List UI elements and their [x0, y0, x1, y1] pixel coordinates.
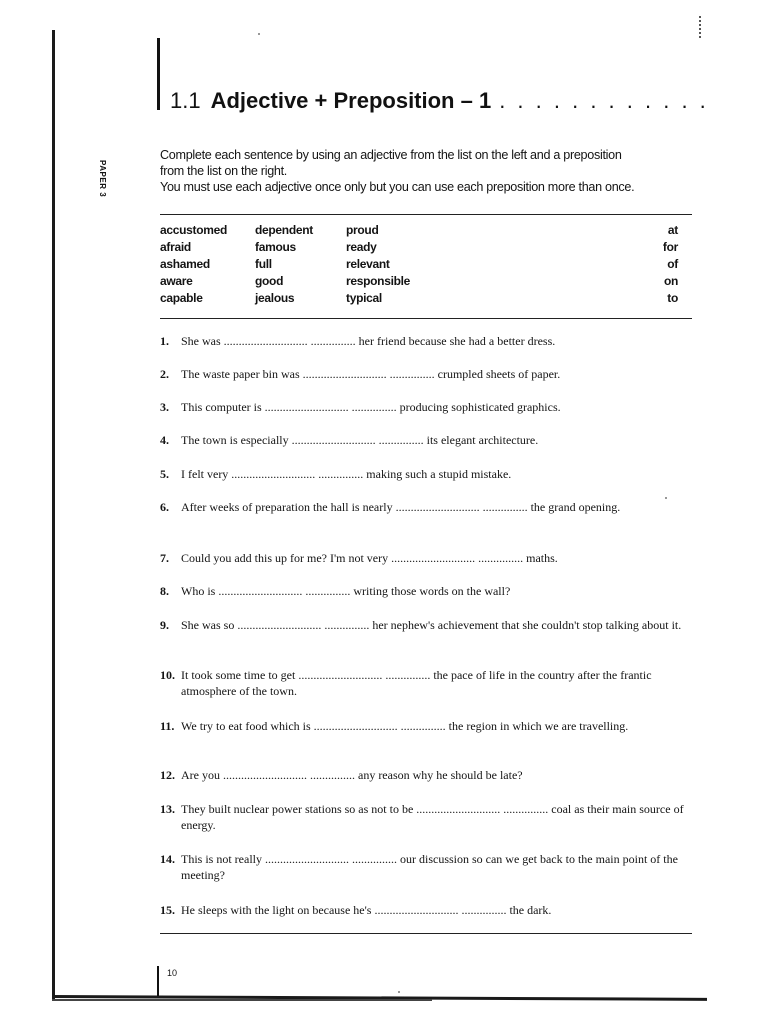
item-number: 3.	[160, 400, 169, 414]
item-text: Are you ............................ ............... any reason why he should be late?	[181, 768, 523, 782]
exercise-item	[160, 333, 690, 349]
unit-title: Adjective + Preposition – 1	[210, 88, 492, 113]
page-bottom-edge-shadow	[52, 999, 432, 1001]
preposition-column	[640, 222, 678, 307]
exercise-item	[160, 399, 690, 415]
preposition: for	[662, 240, 678, 254]
exercise-item	[160, 667, 690, 699]
adjective: ready	[346, 240, 377, 254]
exercise-item	[160, 366, 690, 382]
title-bar	[157, 38, 160, 110]
item-text: This computer is ............................ ............... producing sophisticated graphics.	[181, 400, 561, 414]
side-label: PAPER 3	[98, 160, 107, 198]
item-text: The waste paper bin was ............................ ............... crumpled sheets of paper.	[181, 367, 561, 381]
exercise-item	[160, 718, 690, 734]
adjective-column-1	[160, 222, 227, 307]
item-number: 11.	[160, 719, 175, 733]
item-number: 2.	[160, 367, 169, 381]
exercise-item	[160, 466, 690, 482]
item-text: After weeks of preparation the hall is nearly ............................ ............... the grand opening.	[181, 500, 621, 514]
item-text: She was so ............................ ............... her nephew's achievement that she couldn't stop talking about it.	[181, 618, 682, 632]
item-text: I felt very ............................ ............... making such a stupid mistake.	[181, 467, 512, 481]
item-number: 4.	[160, 433, 169, 447]
exercise-item	[160, 801, 690, 833]
exercise-item	[160, 767, 690, 783]
item-text: She was ............................ ............... her friend because she had a better dress.	[181, 334, 556, 348]
adjective: famous	[255, 240, 296, 254]
instruction-line: You must use each adjective once only but you can use each preposition more than once.	[160, 180, 635, 194]
item-number: 10.	[160, 668, 175, 682]
preposition: of	[667, 257, 678, 271]
adjective: good	[255, 274, 284, 288]
exercise-item	[160, 432, 690, 448]
adjective: capable	[160, 291, 203, 305]
adjective: typical	[346, 291, 382, 305]
item-text: The town is especially ............................ ............... its elegant architecture.	[181, 433, 539, 447]
item-number: 14.	[160, 852, 175, 866]
adjective: accustomed	[160, 223, 228, 237]
exercise-item	[160, 499, 690, 515]
item-text: He sleeps with the light on because he's ............................ ............... the dark.	[181, 903, 552, 917]
adjective: afraid	[160, 240, 191, 254]
item-number: 6.	[160, 500, 169, 514]
divider-middle	[160, 318, 692, 319]
margin-marks	[699, 16, 705, 38]
preposition: at	[667, 223, 678, 237]
item-number: 7.	[160, 551, 169, 565]
adjective: dependent	[255, 223, 313, 237]
adjective: proud	[346, 223, 379, 237]
preposition: to	[667, 291, 678, 305]
item-text: We try to eat food which is ............................ ............... the region in which we are travelling.	[181, 719, 629, 733]
page-left-edge	[52, 30, 55, 1000]
adjective: ashamed	[160, 257, 210, 271]
exercise-item	[160, 617, 690, 633]
preposition: on	[663, 274, 678, 288]
exercise-item	[160, 550, 690, 566]
adjective: aware	[160, 274, 193, 288]
page-number: 10	[167, 968, 178, 978]
exercise-item	[160, 851, 690, 883]
adjective: responsible	[346, 274, 411, 288]
instruction-line: Complete each sentence by using an adjective from the list on the left and a preposition	[160, 148, 622, 162]
title-leader-dots: . . . . . . . . . . . .	[499, 88, 709, 113]
item-number: 12.	[160, 768, 175, 782]
adjective-column-2	[255, 222, 313, 307]
item-number: 5.	[160, 467, 169, 481]
item-text: This is not really ............................ ............... our discussion so can we get back to the main point of the meeting?	[181, 852, 678, 882]
divider-top	[160, 214, 692, 215]
page-title	[170, 88, 730, 114]
item-number: 8.	[160, 584, 169, 598]
item-number: 1.	[160, 334, 169, 348]
item-number: 13.	[160, 802, 175, 816]
item-text: Could you add this up for me? I'm not very ............................ ............... maths.	[181, 551, 558, 565]
scan-speck	[258, 33, 260, 35]
adjective: relevant	[346, 257, 390, 271]
item-number: 15.	[160, 903, 175, 917]
exercise-item	[160, 583, 690, 599]
instructions	[160, 147, 700, 195]
adjective: full	[255, 257, 272, 271]
scan-speck	[398, 991, 400, 993]
item-text: Who is ............................ ............... writing those words on the wall?	[181, 584, 511, 598]
adjective-column-3	[346, 222, 410, 307]
divider-bottom	[160, 933, 692, 934]
item-text: It took some time to get ............................ ............... the pace of life in the country after the frantic atmosphere of the town.	[181, 668, 652, 698]
folio-bar	[157, 966, 159, 996]
item-text: They built nuclear power stations so as not to be ............................ ............... coal as their main source of energy.	[181, 802, 684, 832]
unit-number: 1.1	[170, 88, 201, 113]
exercise-item	[160, 902, 690, 918]
instruction-line: from the list on the right.	[160, 164, 287, 178]
adjective: jealous	[255, 291, 295, 305]
item-number: 9.	[160, 618, 169, 632]
